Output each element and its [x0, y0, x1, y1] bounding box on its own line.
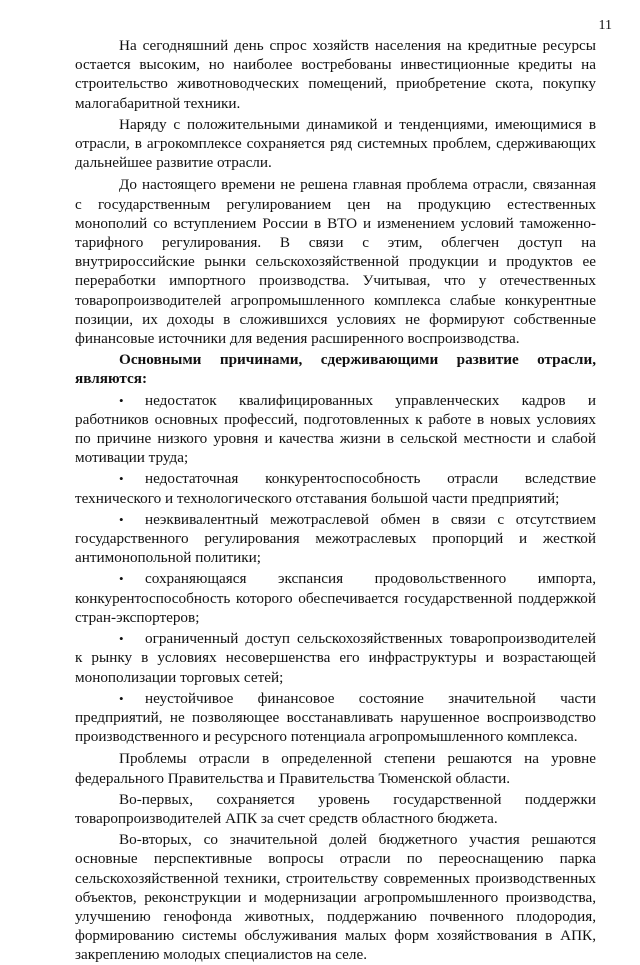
bullet-icon: •	[119, 471, 124, 487]
list-item	[75, 469, 596, 507]
list-item-text: ограниченный доступ сельскохозяйственных товаропроизводителей к рынку в условиях несовершенства его инфраструктуры и возрастающей монополизации торговых сетей;	[75, 630, 596, 686]
list-item-text: сохраняющаяся экспансия продовольственного импорта, конкурентоспособность которого обеспечивается государственной поддержкой стран-экспортеров;	[75, 570, 596, 626]
bullet-icon: •	[119, 690, 124, 706]
paragraph-systemic-problems: Наряду с положительными динамикой и тенденциями, имеющимися в отрасли, в агрокомплексе сохраняется ряд системных проблем, сдерживающих дальнейшее развитие отрасли.	[75, 115, 596, 172]
paragraph-secondly: Во-вторых, со значительной долей бюджетного участия решаются основные перспективные вопросы отрасли по переоснащению парка сельскохозяйственной техники, строительству современных производственных объектов, реконструкции и модернизации агропромышленного производства, улучшению генофонда животных, поддержанию почвенного плодородия, формированию системы обслуживания малых форм хозяйствования в АПК, закреплению молодых специалистов на селе.	[75, 831, 596, 964]
bullet-icon: •	[119, 392, 124, 408]
list-item	[75, 391, 596, 468]
bullet-icon: •	[119, 571, 124, 587]
bullet-icon: •	[119, 631, 124, 647]
list-item	[75, 569, 596, 627]
bullet-icon: •	[119, 511, 124, 527]
list-item-text: неэквивалентный межотраслевой обмен в связи с отсутствием государственного регулирования межотраслевых пропорций и жесткой антимонопольной политики;	[75, 510, 596, 567]
paragraph-credit-demand: На сегодняшний день спрос хозяйств населения на кредитные ресурсы остается высоким, но наиболее востребованы инвестиционные кредиты на строительство животноводческих помещений, приобретение скота, покупку малогабаритной техники.	[75, 37, 596, 112]
document-body	[75, 36, 596, 965]
paragraph-firstly: Во-первых, сохраняется уровень государственной поддержки товаропроизводителей АПК за счет средств областного бюджета.	[75, 790, 596, 827]
section-heading: Основными причинами, сдерживающими развитие отрасли, являются:	[75, 351, 596, 388]
list-item	[75, 689, 596, 747]
list-item-text: недостаточная конкурентоспособность отрасли вследствие технического и технологического отставания большой части предприятий;	[75, 470, 596, 507]
paragraph-problems-solving: Проблемы отрасли в определенной степени решаются на уровне федерального Правительства и Правительства Тюменской области.	[75, 750, 596, 787]
page-number: 11	[598, 18, 612, 33]
list-item-text: недостаток квалифицированных управленческих кадров и работников основных профессий, подготовленных к работе в новых условиях по причине низкого уровня и качества жизни в сельской местности и слабой мотивации труда;	[75, 391, 596, 467]
reasons-list	[75, 391, 596, 747]
list-item-text: неустойчивое финансовое состояние значительной части предприятий, не позволяющее восстанавливать нарушенное воспроизводство производственного и ресурсного потенциала агропромышленного комплекса.	[75, 689, 596, 746]
list-item	[75, 629, 596, 687]
list-item	[75, 510, 596, 568]
paragraph-main-problem: До настоящего времени не решена главная проблема отрасли, связанная с государственным регулированием цен на продукцию естественных монополий со вступлением России в ВТО и изменением условий таможенно-тарифного регулирования. В связи с этим, облегчен доступ на внутрироссийские рынки сельскохозяйственной продукции и продуктов ее переработки импортного производства. Учитывая, что у отечественных товаропроизводителей агропромышленного комплекса слабые конкурентные позиции, их доходы в сложившихся условиях не формируют собственные финансовые источники для ведения расширенного воспроизводства.	[75, 176, 596, 348]
